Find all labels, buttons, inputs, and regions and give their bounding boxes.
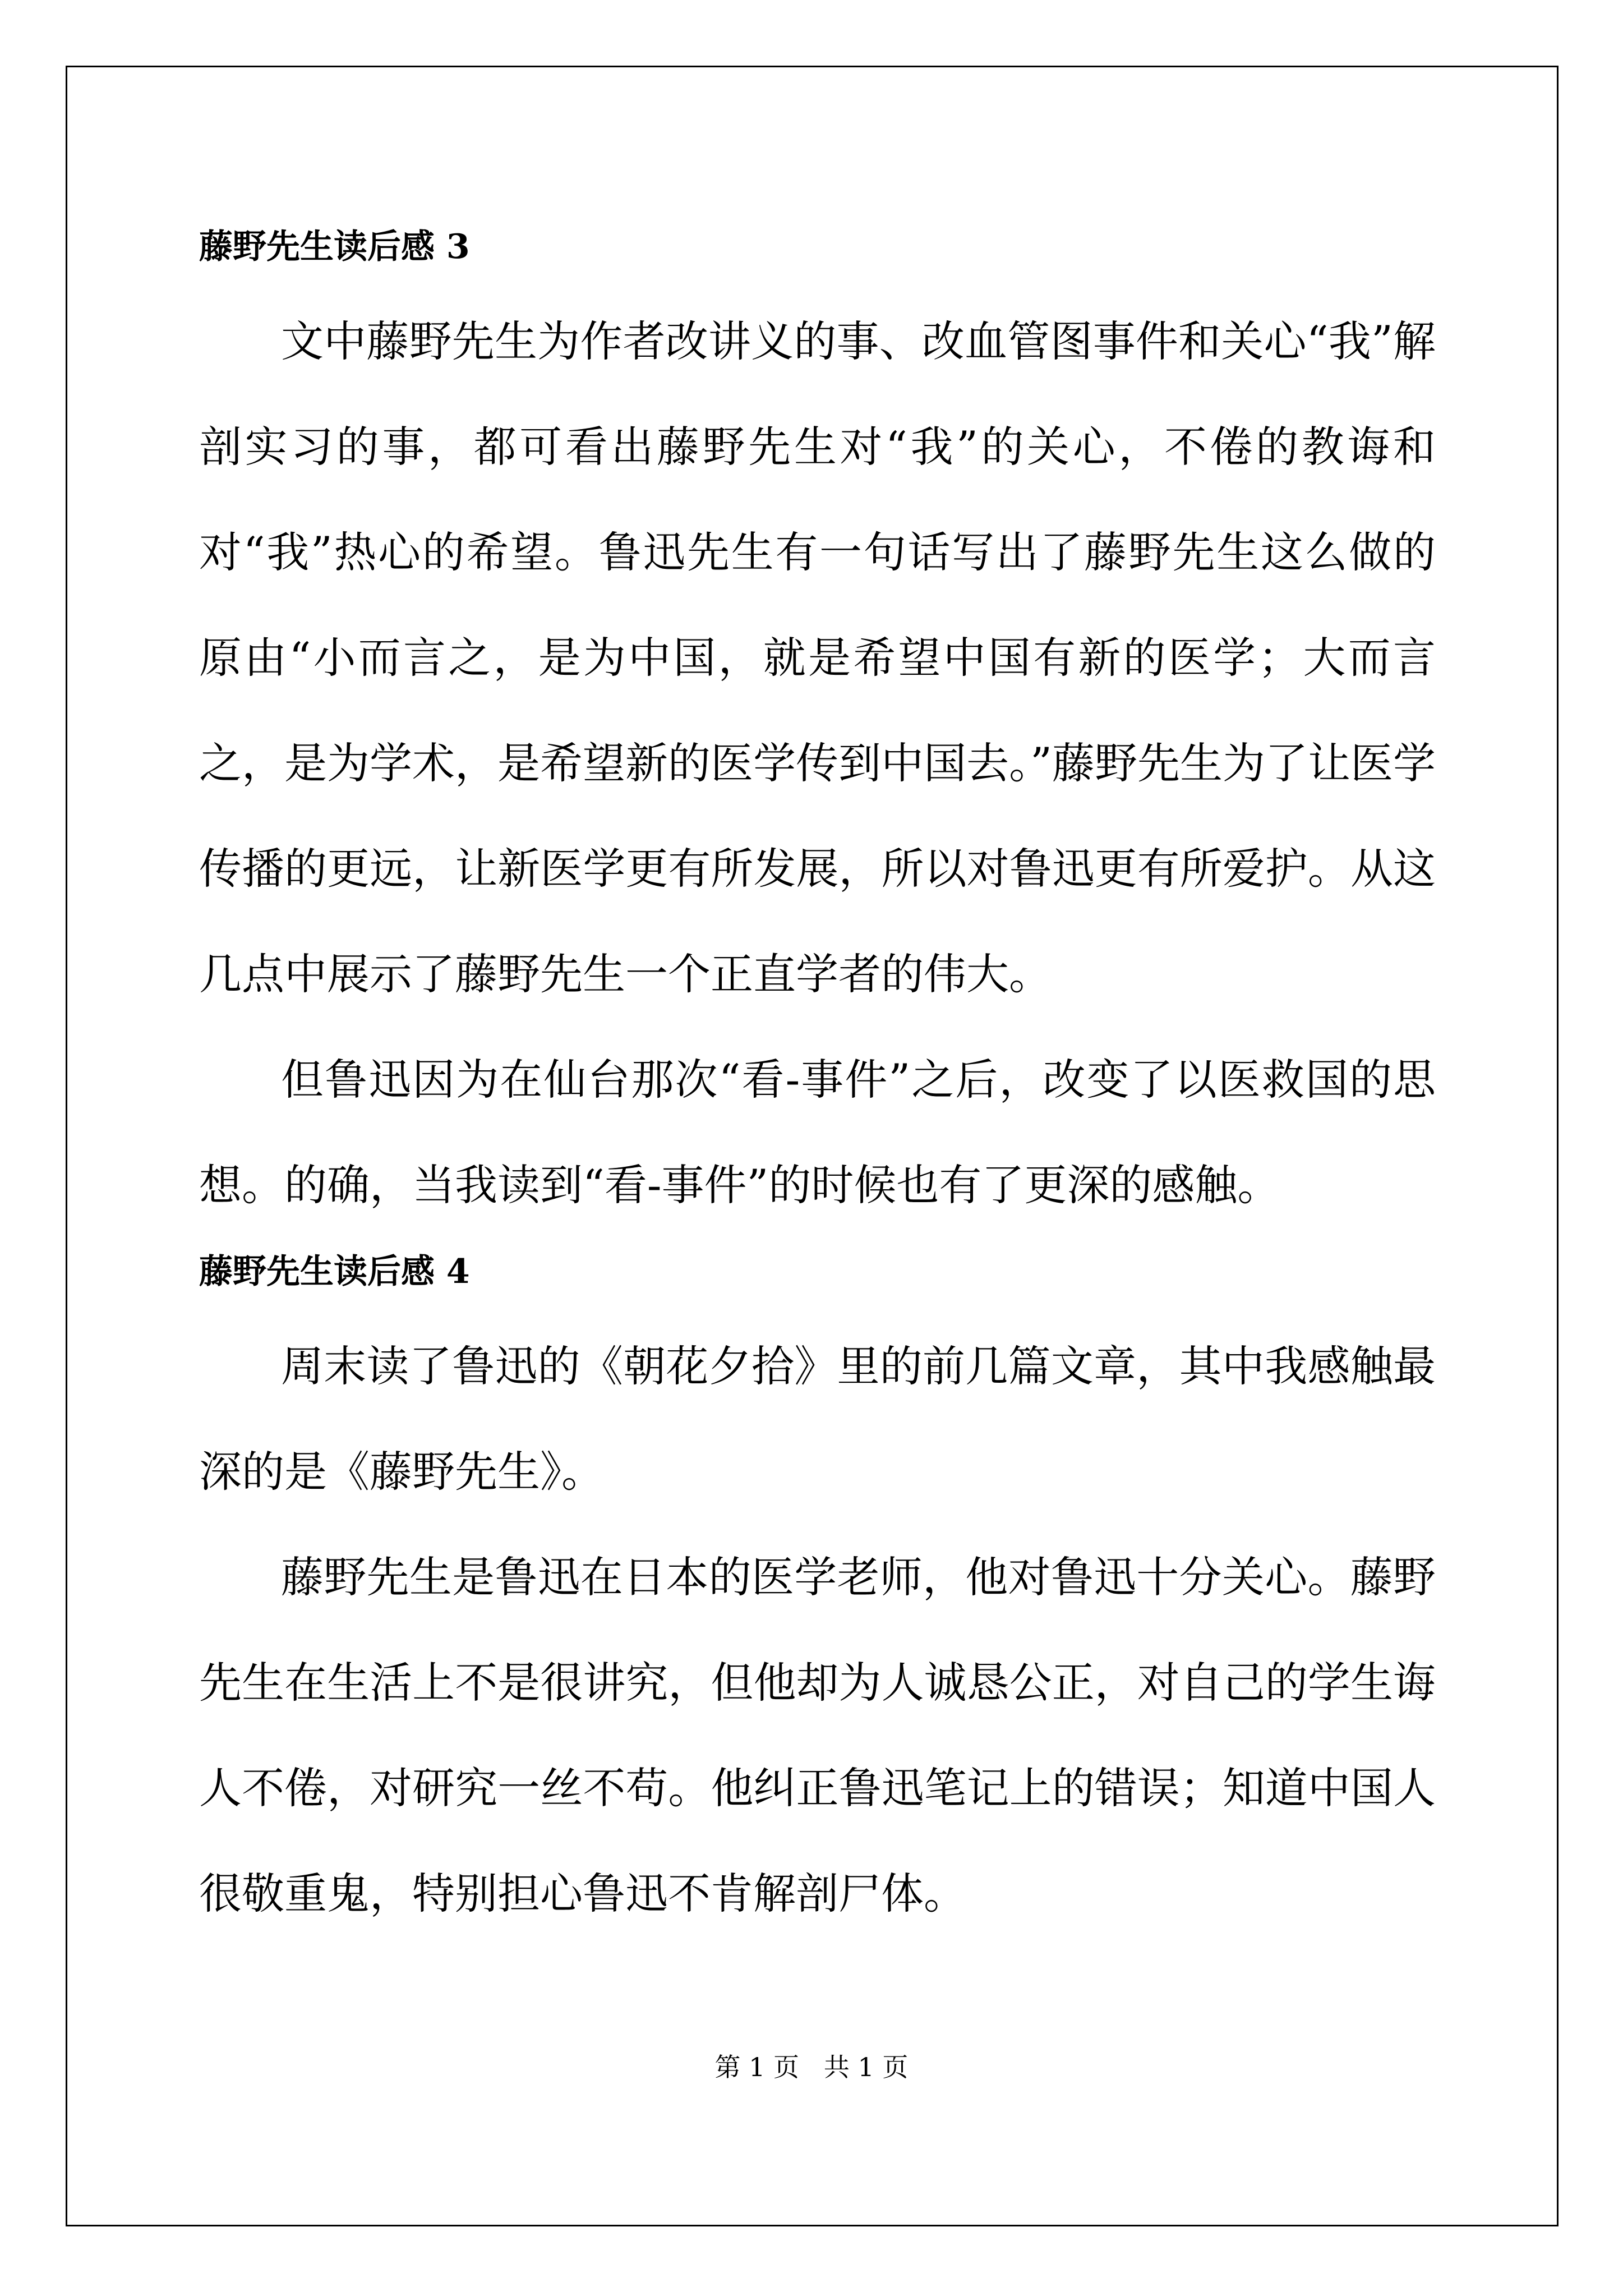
section-heading: 藤野先生读后感 3 bbox=[199, 227, 470, 266]
paragraph: 藤野先生是鲁迅在日本的医学老师，他对鲁迅十分关心。藤野先生在生活上不是很讲究，但他却为人诚恳公正，对自己的学生诲人不倦，对研究一丝不苟。他纠正鲁迅笔记上的错误；知道中国人很敬重鬼，特别担心鲁迅不肯解剖尸体。 bbox=[199, 1552, 1436, 1918]
document-body bbox=[199, 213, 1436, 1947]
paragraph: 但鲁迅因为在仙台那次“看-事件”之后，改变了以医救国的思想。的确，当我读到“看-事件”的时候也有了更深的感触。 bbox=[199, 1055, 1436, 1210]
paragraph: 周末读了鲁迅的《朝花夕拾》里的前几篇文章，其中我感触最深的是《藤野先生》。 bbox=[199, 1341, 1436, 1497]
section-heading: 藤野先生读后感 4 bbox=[199, 1252, 470, 1291]
page-footer: 第 1 页 共 1 页 bbox=[714, 2052, 909, 2082]
paragraph: 文中藤野先生为作者改讲义的事、改血管图事件和关心“我”解剖实习的事，都可看出藤野先生对“我”的关心，不倦的教诲和对“我”热心的希望。鲁迅先生有一句话写出了藤野先生这么做的原由“小而言之，是为中国，就是希望中国有新的医学；大而言之，是为学术，是希望新的医学传到中国去。”藤野先生为了让医学传播的更远，让新医学更有所发展，所以对鲁迅更有所爱护。从这几点中展示了藤野先生一个正直学者的伟大。 bbox=[199, 316, 1436, 999]
